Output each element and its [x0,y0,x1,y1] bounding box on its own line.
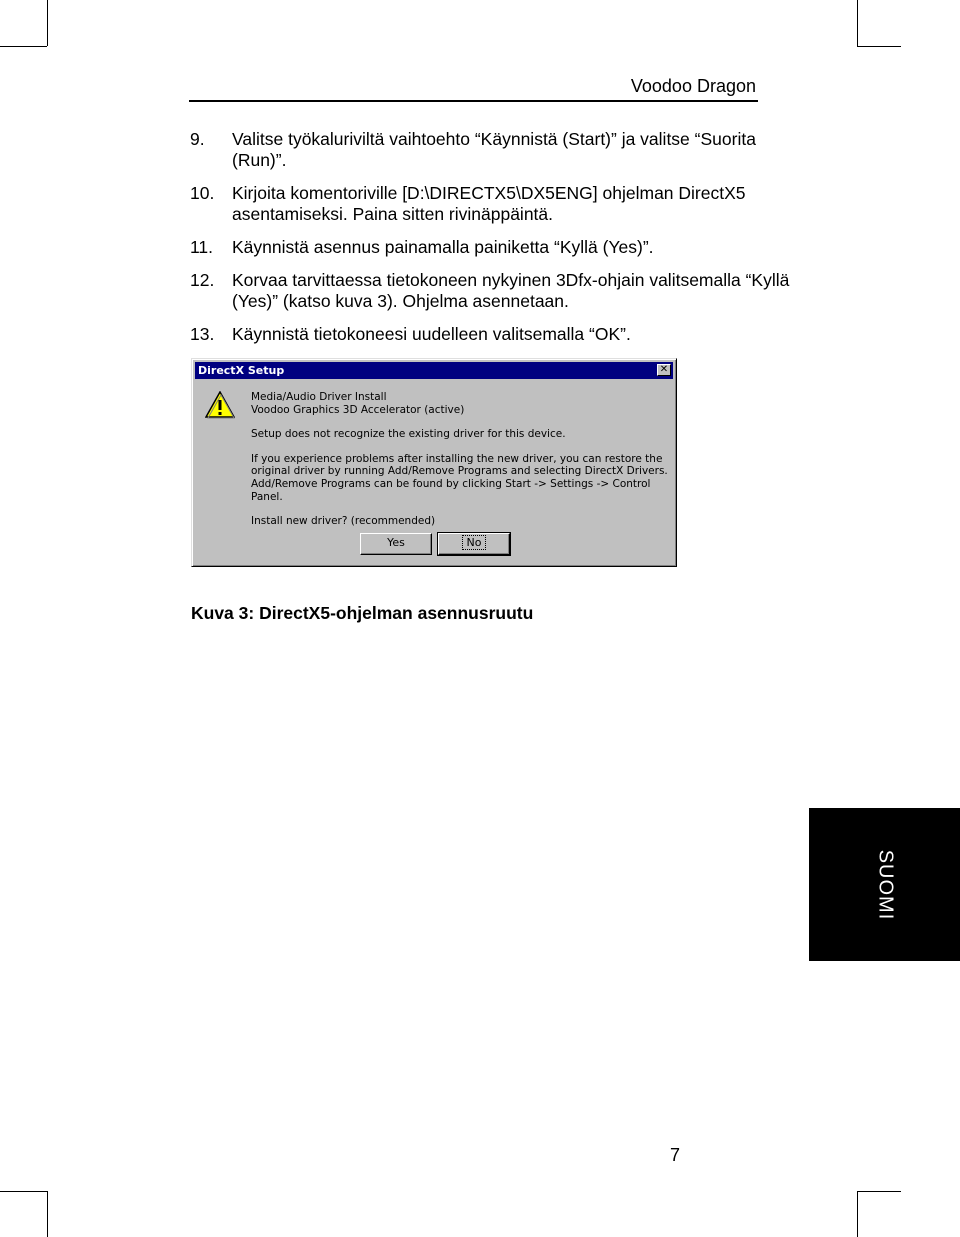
crop-mark [47,0,48,46]
instruction-list [190,129,790,357]
step-number: 11. [190,237,214,257]
step-text: Valitse työkaluriviltä vaihtoehto “Käynnistä (Start)” ja valitse “Suorita (Run)”. [232,129,756,170]
crop-mark [857,1191,858,1237]
dialog-message [251,391,676,528]
language-tab-label: SUOMI [874,849,896,920]
message-line: Setup does not recognize the existing driver for this device. [251,428,566,441]
step-text: Korvaa tarvittaessa tietokoneen nykyinen 3Dfx-ohjain valitsemalla “Kyllä (Yes)” (katso kuva 3). Ohjelma asennetaan. [232,270,790,311]
step-number: 10. [190,183,215,203]
no-button-label: No [462,535,487,550]
dialog-title: DirectX Setup [198,364,285,377]
step-number: 13. [190,324,215,344]
no-button[interactable] [438,533,510,555]
step-item [190,237,790,258]
step-text: Kirjoita komentoriville [D:\DIRECTX5\DX5ENG] ohjelman DirectX5 asentamiseksi. Paina sitten rivinäppäintä. [232,183,746,224]
header-rule [189,100,758,102]
step-item [190,183,790,225]
page-number: 7 [670,1145,681,1165]
step-item [190,129,790,171]
message-line: Voodoo Graphics 3D Accelerator (active) [251,403,465,416]
dialog-titlebar [195,362,673,379]
close-icon: ✕ [659,364,669,375]
step-text: Käynnistä tietokoneesi uudelleen valitsemalla “OK”. [232,324,631,344]
step-number: 9. [190,129,205,149]
yes-button[interactable] [360,533,432,555]
step-text: Käynnistä asennus painamalla painiketta “Kyllä (Yes)”. [232,237,654,257]
crop-mark [0,46,47,47]
warning-icon [205,391,235,419]
directx-setup-dialog [191,358,677,567]
step-item [190,324,790,345]
language-tab [809,808,960,961]
message-line: Media/Audio Driver Install [251,391,387,403]
crop-mark [857,46,901,47]
crop-mark [857,0,858,46]
step-number: 12. [190,270,215,290]
crop-mark [0,1191,47,1192]
crop-mark [857,1191,901,1192]
close-button[interactable] [657,364,671,376]
message-line: If you experience problems after installing the new driver, you can restore the original driver by running Add/Remove Programs and selecting DirectX Drivers. Add/Remove Programs can be found by clicking Start -> Settings -> Control Panel. [251,452,668,503]
yes-button-label: Yes [387,536,405,549]
crop-mark [47,1191,48,1237]
figure-caption: Kuva 3: DirectX5-ohjelman asennusruutu [191,603,534,623]
message-line: Install new driver? (recommended) [251,515,436,528]
step-item [190,270,790,312]
running-header: Voodoo Dragon [630,76,756,96]
